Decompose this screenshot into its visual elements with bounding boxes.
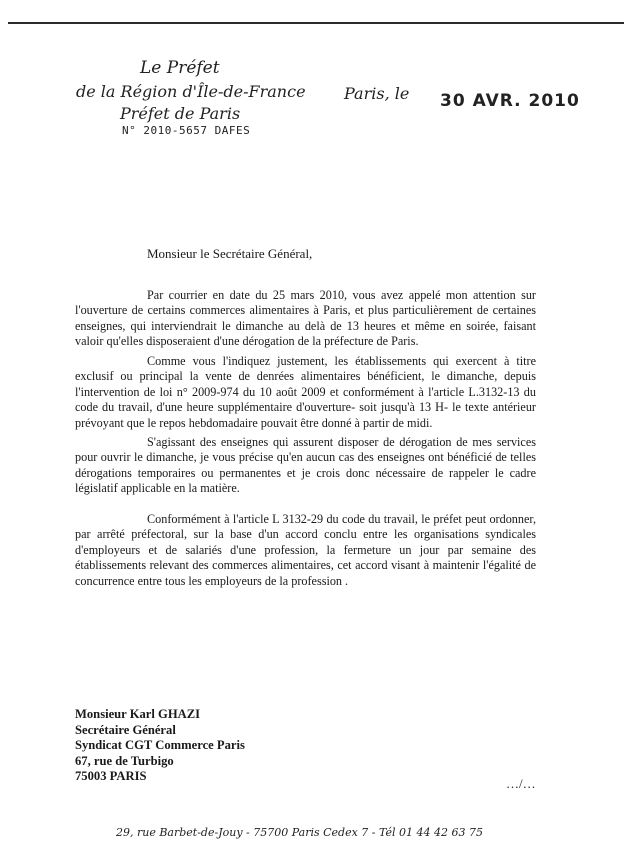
- addressee-city: 75003 PARIS: [75, 769, 147, 784]
- body-paragraph-3: S'agissant des enseignes qui assurent disposer de dérogation de mes services pour ouvrir le dimanche, je vous précise qu'en aucun cas des enseignes ont bénéficié de telles dérogations temporaires ou permanentes et je crois donc nécessaire de rappeler le cadre législatif applicable en la matière.: [75, 435, 536, 496]
- salutation: Monsieur le Secrétaire Général,: [147, 246, 313, 261]
- addressee-name: Monsieur Karl GHAZI: [75, 707, 201, 721]
- addressee-title: Secrétaire Général: [75, 722, 176, 737]
- reference-number: N° 2010-5657 DAFES: [122, 124, 251, 137]
- addressee-street: 67, rue de Turbigo: [75, 753, 174, 768]
- letterhead-region: de la Région d'Île-de-France: [76, 82, 306, 101]
- letterhead-subtitle: Préfet de Paris: [120, 104, 241, 123]
- body-paragraph-4: Conformément à l'article L 3132-29 du code du travail, le préfet peut ordonner, par arrêté préfectoral, sur la base d'un accord conclu entre les organisations syndicales d'employeurs et de salariés d'une profession, la fermeture un jour par semaine des établissements relevant des commerces alimentaires, cet accord visant à maintenir l'égalité de concurrence entre tous les employeurs de la profession .: [75, 512, 536, 588]
- letterhead-title: Le Préfet: [140, 58, 220, 78]
- date-stamp: 30 AVR. 2010: [440, 91, 580, 111]
- continuation-mark: …/…: [506, 776, 536, 791]
- body-paragraph-2: Comme vous l'indiquez justement, les établissements qui exercent à titre exclusif ou principal la vente de denrées alimentaires bénéficient, le dimanche, depuis l'intervention de loi n° 2009-974 du 10 août 2009 et conformément à l'article L.3132-13 du code du travail, d'une heure supplémentaire d'ouverture- soit jusqu'à 13 H- le texte antérieur prévoyant que le repos hebdomadaire pouvait être donné à partir de midi.: [75, 354, 536, 430]
- addressee-organization: Syndicat CGT Commerce Paris: [75, 738, 245, 753]
- date-place: Paris, le: [344, 84, 410, 103]
- footer-address: 29, rue Barbet-de-Jouy - 75700 Paris Cedex 7 - Tél 01 44 42 63 75: [116, 826, 483, 839]
- body-paragraph-1: Par courrier en date du 25 mars 2010, vous avez appelé mon attention sur l'ouverture de certains commerces alimentaires à Paris, et plus particulièrement de certaines enseignes, qui interviendrait le dimanche au delà de 13 heures et même en soirée, faisant valoir qu'elles disposeraient d'une dérogation de la préfecture de Paris.: [75, 288, 536, 349]
- addressee-block: [75, 707, 245, 785]
- scan-edge: [8, 22, 624, 24]
